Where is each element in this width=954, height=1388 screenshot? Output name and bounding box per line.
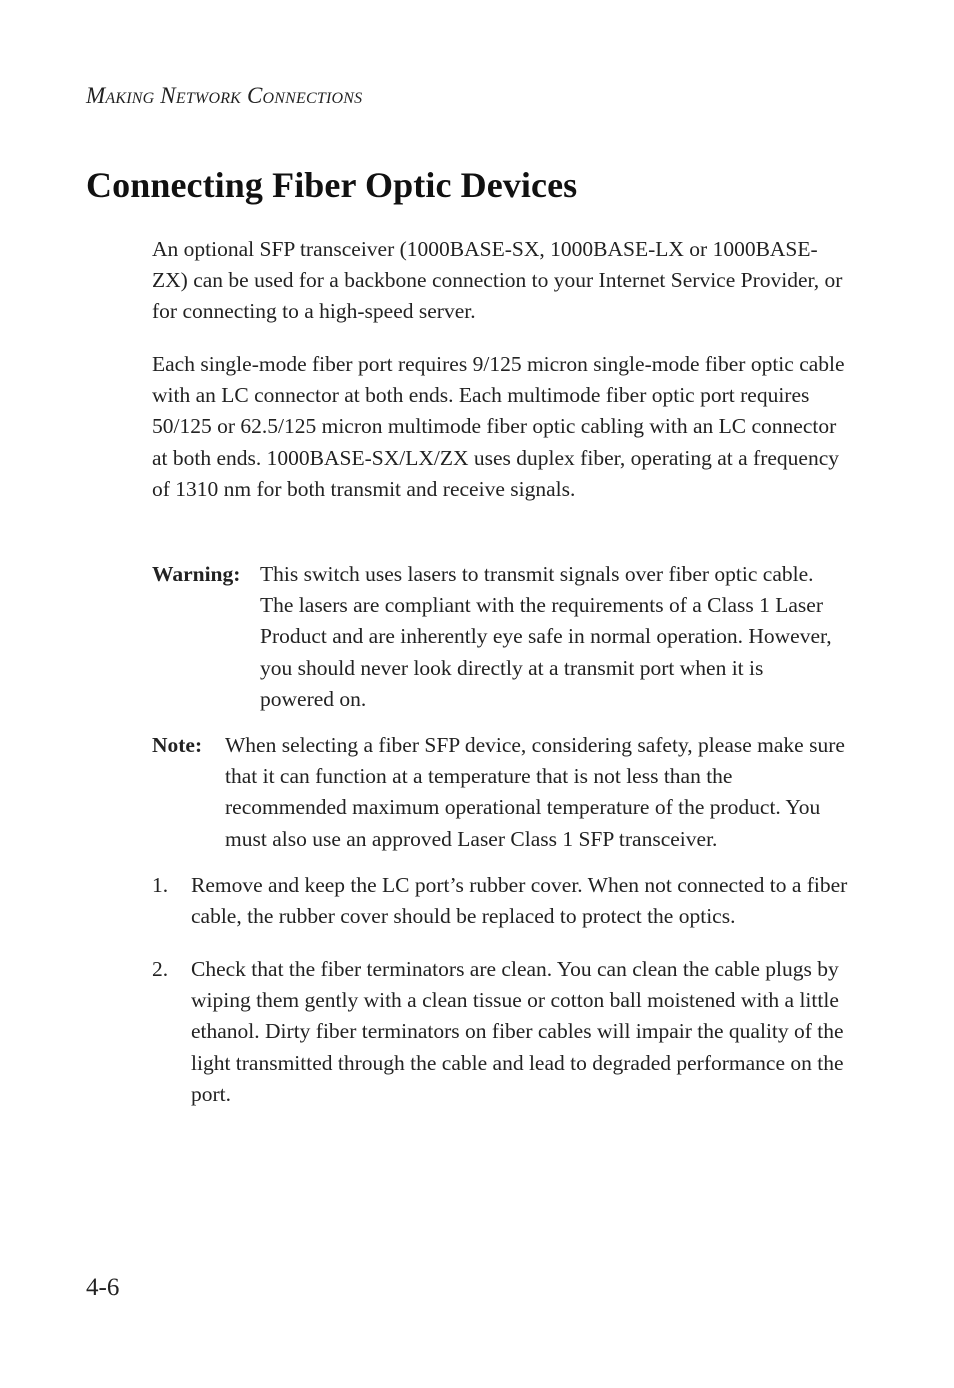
step-text: Remove and keep the LC port’s rubber cover. When not connected to a fiber cable, the rubber cover should be replaced to protect the optics. <box>191 873 848 929</box>
note-text: When selecting a fiber SFP device, considering safety, please make sure that it can function at a temperature that is not less than the recommended maximum operational temperature of the product. You must also use an approved Laser Class 1 SFP transceiver. <box>225 733 845 851</box>
step-item <box>152 870 852 940</box>
note-callout <box>152 730 852 860</box>
warning-label: Warning: <box>152 562 241 586</box>
step-number: 1. <box>152 873 169 897</box>
warning-text: This switch uses lasers to transmit signals over fiber optic cable. The lasers are compliant with the requirements of a Class 1 Laser Product and are inherently eye safe in normal operation. However, you should never look directly at a transmit port when it is powered on. <box>260 562 832 711</box>
warning-callout <box>152 559 852 719</box>
running-header: Making Network Connections <box>86 83 363 108</box>
note-label: Note: <box>152 733 203 757</box>
step-number: 2. <box>152 957 169 981</box>
step-item <box>152 954 852 1114</box>
intro-paragraph: An optional SFP transceiver (1000BASE-SX, 1000BASE-LX or 1000BASE-ZX) can be used for a backbone connection to your Internet Service Provider, or for connecting to a high-speed server. <box>152 237 843 324</box>
step-text: Check that the fiber terminators are clean. You can clean the cable plugs by wiping them gently with a clean tissue or cotton ball moistened with a little ethanol. Dirty fiber terminators on fiber cables will impair the quality of the light transmitted through the cable and lead to degraded performance on the port. <box>191 957 844 1106</box>
page-title: Connecting Fiber Optic Devices <box>86 165 578 205</box>
cable-requirements-paragraph: Each single-mode fiber port requires 9/125 micron single-mode fiber optic cable with an LC connector at both ends. Each multimode fiber optic port requires 50/125 or 62.5/125 micron multimode fiber optic cabling with an LC connector at both ends. 1000BASE-SX/LX/ZX uses duplex fiber, operating at a frequency of 1310 nm for both transmit and receive signals. <box>152 352 845 501</box>
page-number: 4-6 <box>86 1274 120 1301</box>
